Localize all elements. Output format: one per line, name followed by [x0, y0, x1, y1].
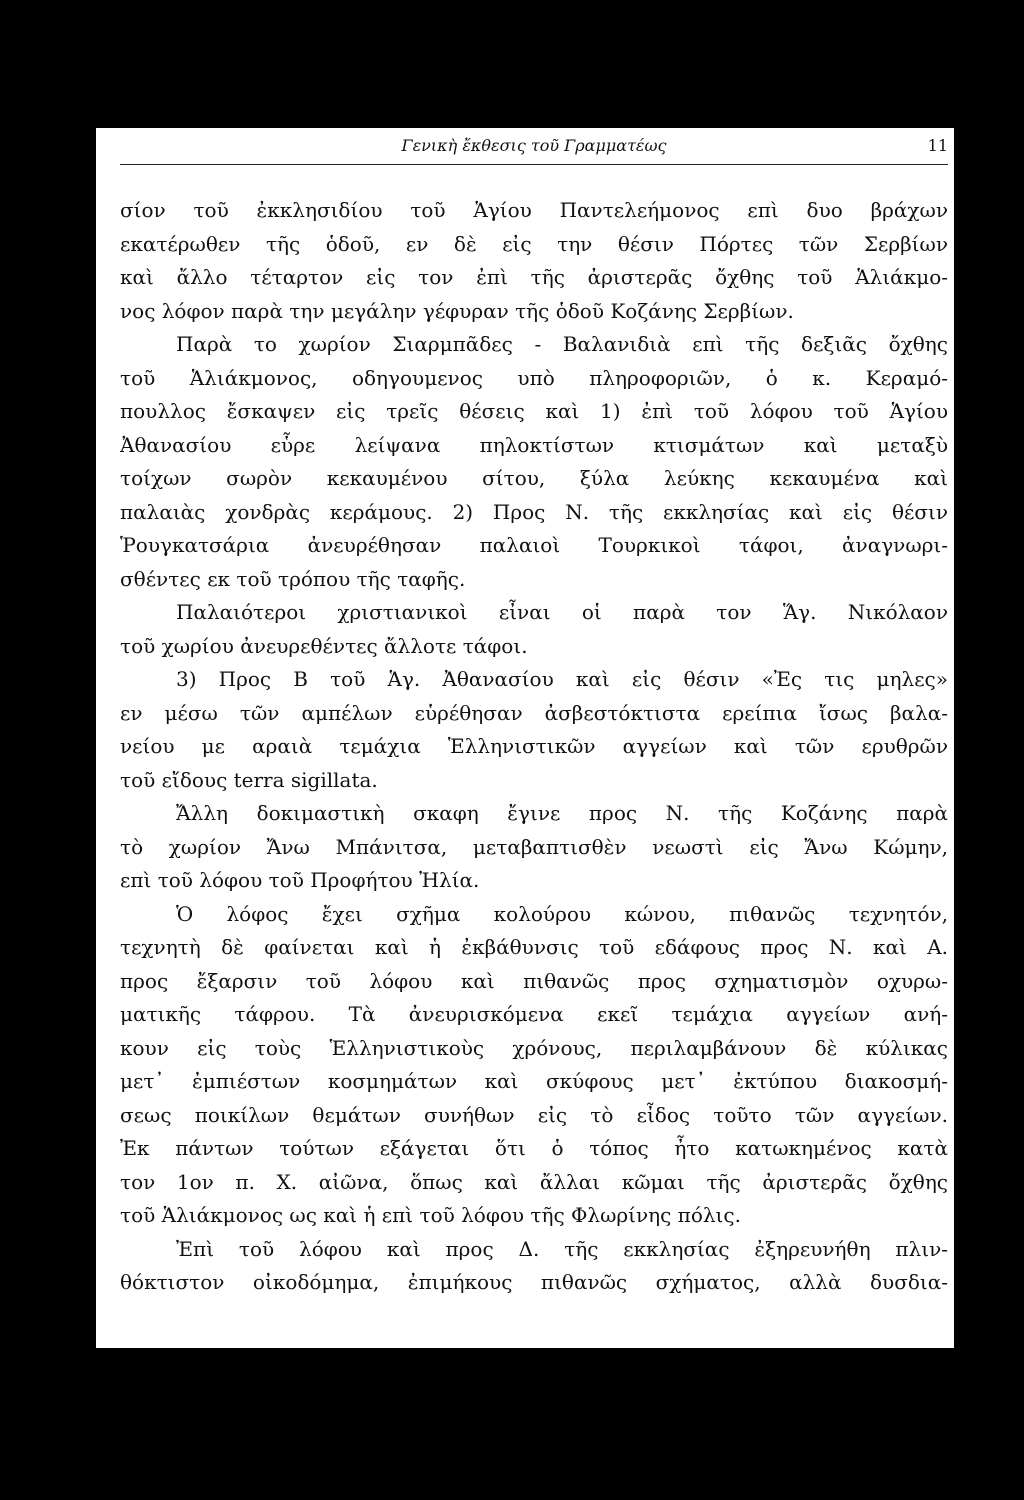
- text-line: Ἄλλη δοκιμαστικὴ σκαφη ἔγινε προς Ν. τῆς Κοζάνης παρὰ: [176, 801, 948, 825]
- book-page: [96, 128, 954, 1348]
- text-line: Παρὰ το χωρίον Σιαρμπᾶδες - Βαλανιδιὰ επὶ τῆς δεξιᾶς ὄχθης: [176, 332, 948, 356]
- text-line: επὶ τοῦ λόφου τοῦ Προφήτου Ἠλία.: [120, 868, 480, 892]
- text-line: καὶ ἄλλο τέταρτον εἰς τον ἐπὶ τῆς ἀριστερᾶς ὄχθης τοῦ Ἁλιάκμο-: [120, 265, 948, 289]
- body-text: [120, 194, 948, 1300]
- text-line: νείου με αραιὰ τεμάχια Ἑλληνιστικῶν αγγείων καὶ τῶν ερυθρῶν: [120, 734, 948, 758]
- text-line: τοῦ εἴδους terra sigillata.: [120, 767, 378, 792]
- text-line: νος λόφον παρὰ την μεγάλην γέφυραν τῆς ὁδοῦ Κοζάνης Σερβίων.: [120, 298, 794, 323]
- text-line: σθέντες εκ τοῦ τρόπου τῆς ταφῆς.: [120, 566, 466, 591]
- text-line: τεχνητὴ δὲ φαίνεται καὶ ἡ ἐκβάθυνσις τοῦ εδάφους προς Ν. καὶ Α.: [120, 935, 948, 959]
- text-line: προς ἔξαρσιν τοῦ λόφου καὶ πιθανῶς προς σχηματισμὸν οχυρω-: [120, 968, 948, 993]
- text-line: Ὁ λόφος ἔχει σχῆμα κολούρου κώνου, πιθανῶς τεχνητόν,: [176, 901, 948, 926]
- text-line: τὸ χωρίον Ἄνω Μπάνιτσα, μεταβαπτισθὲν νεωστὶ εἰς Ἄνω Κώμην,: [120, 834, 948, 859]
- text-line: μετ᾽ ἐμπιέστων κοσμημάτων καὶ σκύφους μετ᾽ ἐκτύπου διακοσμή-: [120, 1069, 948, 1093]
- text-line: Παλαιότεροι χριστιανικοὶ εἶναι οἱ παρὰ τον Ἅγ. Νικόλαον: [176, 600, 948, 624]
- running-header: [120, 130, 948, 165]
- text-line: Ῥουγκατσάρια ἀνευρέθησαν παλαιοὶ Τουρκικοὶ τάφοι, ἀναγνωρι-: [120, 533, 948, 557]
- text-line: Ἐκ πάντων τούτων εξάγεται ὅτι ὁ τόπος ἦτο κατωκημένος κατὰ: [120, 1136, 948, 1160]
- text-line: σίον τοῦ ἐκκλησιδίου τοῦ Ἁγίου Παντελεήμονος επὶ δυο βράχων: [120, 198, 948, 222]
- text-line: τοῦ Ἁλιάκμονος, οδηγουμενος υπὸ πληροφοριῶν, ὁ κ. Κεραμό-: [120, 365, 948, 390]
- text-line: τοῦ Ἁλιάκμονος ως καὶ ἡ επὶ τοῦ λόφου τῆς Φλωρίνης πόλις.: [120, 1203, 741, 1227]
- text-line: Ἐπὶ τοῦ λόφου καὶ προς Δ. τῆς εκκλησίας ἐξηρευνήθη πλιν-: [176, 1236, 948, 1261]
- text-line: πουλλος ἔσκαψεν εἰς τρεῖς θέσεις καὶ 1) ἐπὶ τοῦ λόφου τοῦ Ἁγίου: [120, 399, 948, 423]
- text-line: κουν εἰς τοὺς Ἑλληνιστικοὺς χρόνους, περιλαμβάνουν δὲ κύλικας: [120, 1035, 948, 1060]
- text-line: σεως ποικίλων θεμάτων συνήθων εἰς τὸ εἶδος τοῦτο τῶν αγγείων.: [120, 1102, 948, 1127]
- text-line: 3) Προς Β τοῦ Ἁγ. Ἀθανασίου καὶ εἰς θέσιν «Ἐς τις μηλες»: [176, 667, 948, 691]
- text-line: παλαιὰς χονδρὰς κεράμους. 2) Προς Ν. τῆς εκκλησίας καὶ εἰς θέσιν: [120, 499, 948, 524]
- text-line: Ἀθανασίου εὗρε λείψανα πηλοκτίστων κτισμάτων καὶ μεταξὺ: [120, 432, 948, 457]
- text-line: θόκτιστον οἰκοδόμημα, ἐπιμήκους πιθανῶς σχήματος, αλλὰ δυσδια-: [120, 1270, 948, 1294]
- text-line: τοίχων σωρὸν κεκαυμένου σίτου, ξύλα λεύκης κεκαυμένα καὶ: [120, 466, 948, 490]
- text-line: εκατέρωθεν τῆς ὁδοῦ, εν δὲ εἰς την θέσιν Πόρτες τῶν Σερβίων: [120, 231, 948, 256]
- text-line: ματικῆς τάφρου. Τὰ ἀνευρισκόμενα εκεῖ τεμάχια αγγείων ανή-: [120, 1002, 948, 1026]
- text-line: τον 1ον π. Χ. αἰῶνα, ὅπως καὶ ἄλλαι κῶμαι τῆς ἀριστερᾶς ὄχθης: [120, 1169, 948, 1194]
- running-header-title: Γενικὴ ἔκθεσις τοῦ Γραμματέως: [401, 136, 667, 155]
- text-line: εν μέσω τῶν αμπέλων εὑρέθησαν ἀσβεστόκτιστα ερείπια ἴσως βαλα-: [120, 700, 948, 725]
- text-line: τοῦ χωρίου ἀνευρεθέντες ἄλλοτε τάφοι.: [120, 633, 528, 658]
- page-number: 11: [927, 136, 948, 155]
